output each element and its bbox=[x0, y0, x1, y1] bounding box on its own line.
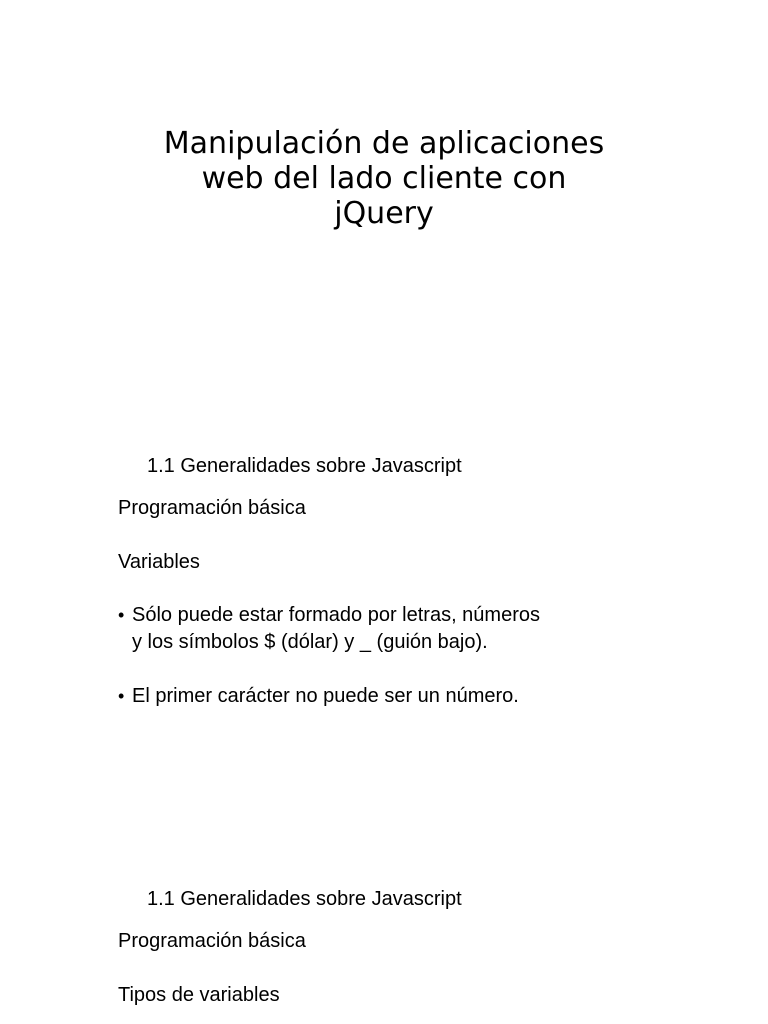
bullet-line: El primer carácter no puede ser un número. bbox=[132, 685, 519, 707]
bullet-item bbox=[118, 683, 540, 710]
bullet-list bbox=[118, 602, 540, 737]
bullet-icon: • bbox=[118, 605, 125, 625]
section-subheading: Programación básica bbox=[118, 930, 306, 952]
bullet-text bbox=[132, 602, 540, 656]
bullet-line: Sólo puede estar formado por letras, números bbox=[132, 604, 540, 626]
title-line: Manipulación de aplicaciones bbox=[163, 126, 605, 161]
section-heading: 1.1 Generalidades sobre Javascript bbox=[147, 455, 462, 477]
section-topic: Tipos de variables bbox=[118, 984, 280, 1006]
title-line: web del lado cliente con bbox=[201, 161, 567, 196]
bullet-icon: • bbox=[118, 686, 125, 706]
section-heading: 1.1 Generalidades sobre Javascript bbox=[147, 888, 462, 910]
bullet-line: y los símbolos $ (dólar) y _ (guión bajo). bbox=[132, 631, 488, 653]
document-title bbox=[134, 126, 634, 231]
bullet-item bbox=[118, 602, 540, 656]
title-line: jQuery bbox=[334, 196, 434, 231]
section-topic: Variables bbox=[118, 551, 200, 573]
section-subheading: Programación básica bbox=[118, 497, 306, 519]
bullet-text bbox=[132, 683, 540, 710]
